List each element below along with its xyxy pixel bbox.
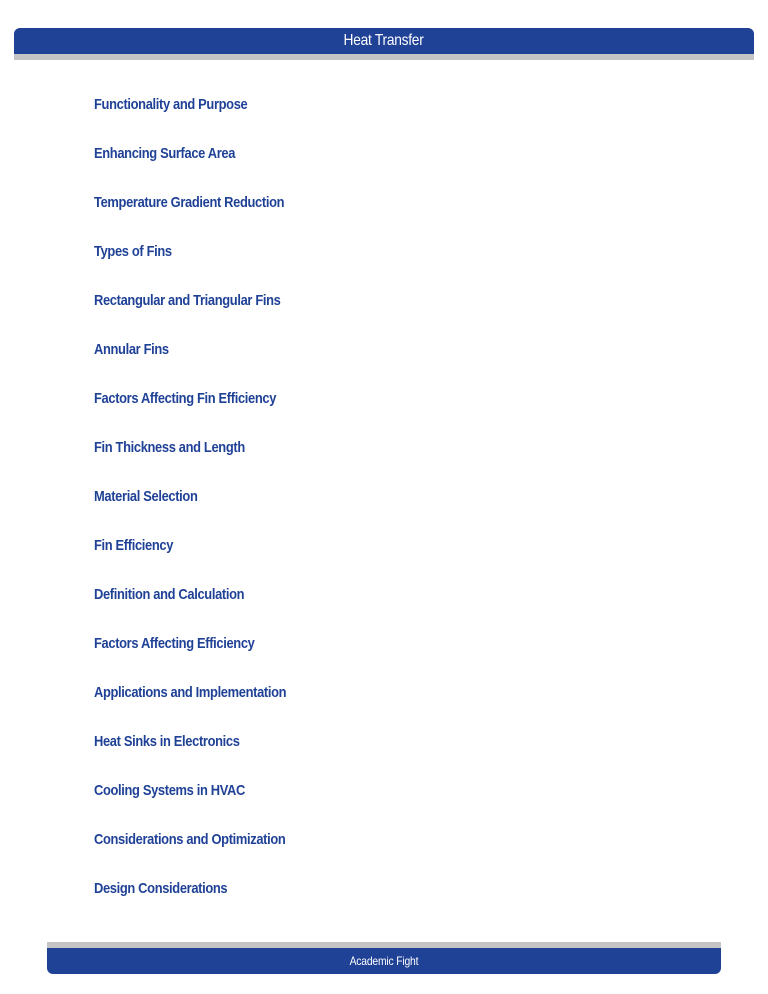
footer-text: Academic Fight xyxy=(349,954,419,968)
toc-item-rectangular-and-triangular-fins[interactable]: Rectangular and Triangular Fins xyxy=(94,292,281,309)
toc-item-fin-thickness-and-length[interactable]: Fin Thickness and Length xyxy=(94,439,245,456)
toc-item-factors-affecting-fin-efficiency[interactable]: Factors Affecting Fin Efficiency xyxy=(94,390,277,407)
toc-item-design-considerations[interactable]: Design Considerations xyxy=(94,880,228,897)
header-divider xyxy=(14,54,754,60)
toc-item-factors-affecting-efficiency[interactable]: Factors Affecting Efficiency xyxy=(94,635,255,652)
toc-item-annular-fins[interactable]: Annular Fins xyxy=(94,341,169,358)
toc-item-types-of-fins[interactable]: Types of Fins xyxy=(94,243,172,260)
page-title: Heat Transfer xyxy=(343,32,425,49)
toc-item-considerations-and-optimization[interactable]: Considerations and Optimization xyxy=(94,831,286,848)
toc-item-temperature-gradient-reduction[interactable]: Temperature Gradient Reduction xyxy=(94,194,285,211)
header-bar xyxy=(14,28,754,54)
toc-item-functionality-and-purpose[interactable]: Functionality and Purpose xyxy=(94,96,248,113)
toc-item-enhancing-surface-area[interactable]: Enhancing Surface Area xyxy=(94,145,236,162)
toc-item-fin-efficiency[interactable]: Fin Efficiency xyxy=(94,537,174,554)
toc-item-heat-sinks-in-electronics[interactable]: Heat Sinks in Electronics xyxy=(94,733,240,750)
toc-item-definition-and-calculation[interactable]: Definition and Calculation xyxy=(94,586,245,603)
footer-bar xyxy=(47,948,721,974)
toc-item-material-selection[interactable]: Material Selection xyxy=(94,488,198,505)
toc-item-applications-and-implementation[interactable]: Applications and Implementation xyxy=(94,684,287,701)
table-of-contents xyxy=(94,96,317,929)
toc-item-cooling-systems-in-hvac[interactable]: Cooling Systems in HVAC xyxy=(94,782,245,799)
